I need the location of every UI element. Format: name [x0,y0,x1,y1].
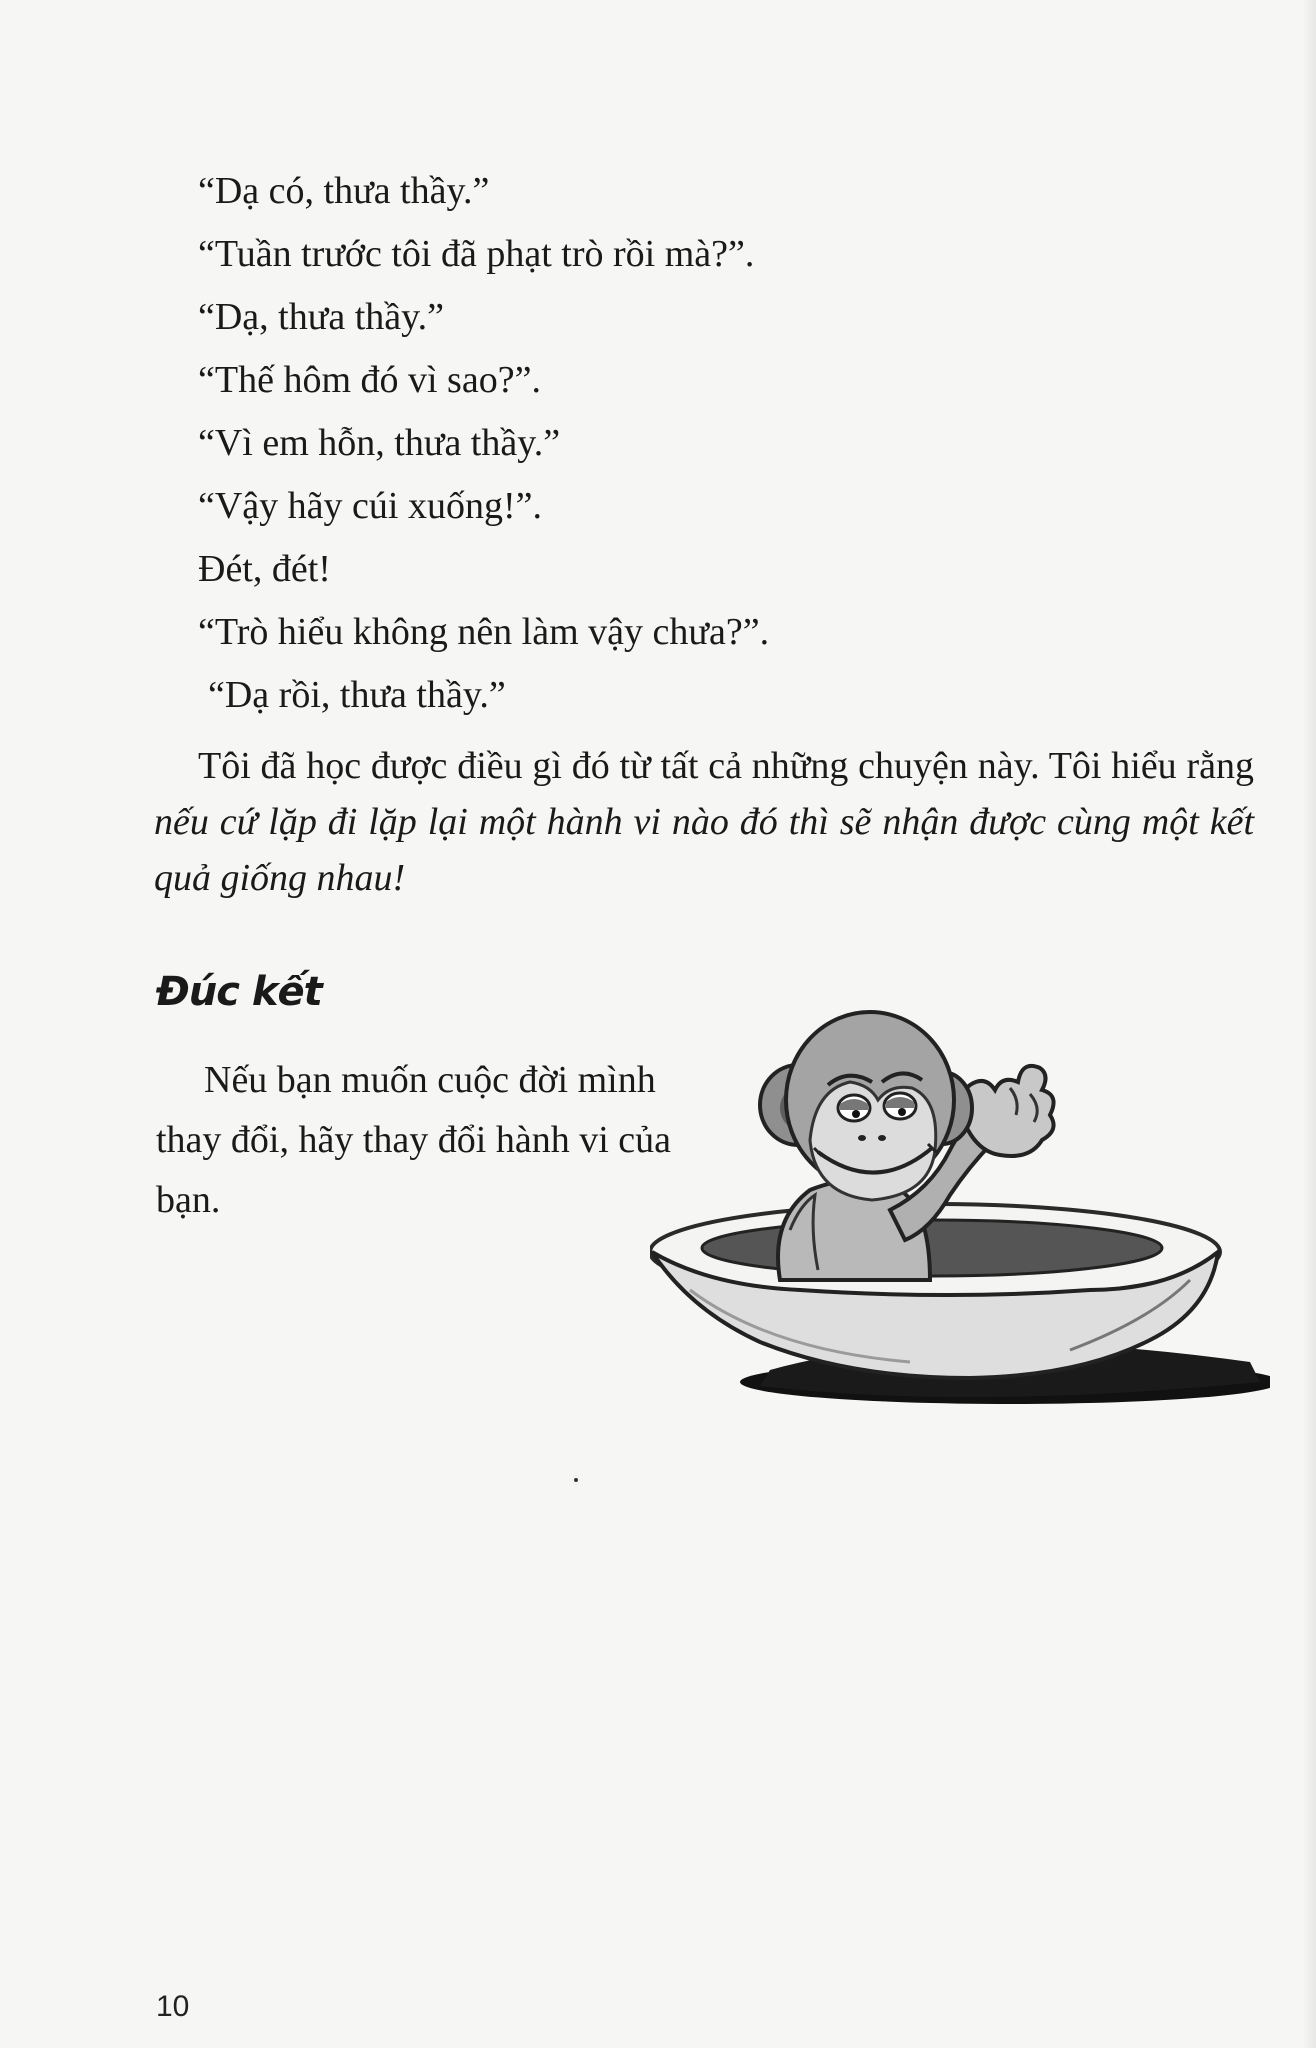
dialogue-line: “Vậy hãy cúi xuống!”. [198,485,542,527]
body-paragraph [154,738,1254,906]
dialogue-line: Đét, đét! [198,548,331,590]
dialogue-lines [198,160,1198,727]
dialogue-line: “Trò hiểu không nên làm vậy chưa?”. [198,611,770,653]
print-speck [574,1478,578,1482]
dialogue-line: “Dạ có, thưa thầy.” [198,170,490,212]
page-edge-shadow [1302,0,1316,2048]
dialogue-line: “Vì em hỗn, thưa thầy.” [198,422,561,464]
paragraph-italic-text: nếu cứ lặp đi lặp lại một hành vi nào đó thì sẽ nhận được cùng một kết quả giống nhau! [154,801,1254,899]
dialogue-line: “Dạ rồi, thưa thầy.” [208,674,506,716]
dialogue-line: “Dạ, thưa thầy.” [198,296,445,338]
dialogue-line: “Tuần trước tôi đã phạt trò rồi mà?”. [198,233,755,275]
page-number: 10 [156,1990,190,2023]
monkey-in-bowl-icon [650,990,1270,1430]
moral-text: Nếu bạn muốn cuộc đời mình thay đổi, hãy thay đổi hành vi của bạn. [156,1059,671,1221]
section-heading: Đúc kết [156,969,322,1015]
paragraph-plain-text: Tôi đã học được điều gì đó từ tất cả những chuyện này. Tôi hiểu rằng [198,745,1254,787]
dialogue-line: “Thế hôm đó vì sao?”. [198,359,541,401]
